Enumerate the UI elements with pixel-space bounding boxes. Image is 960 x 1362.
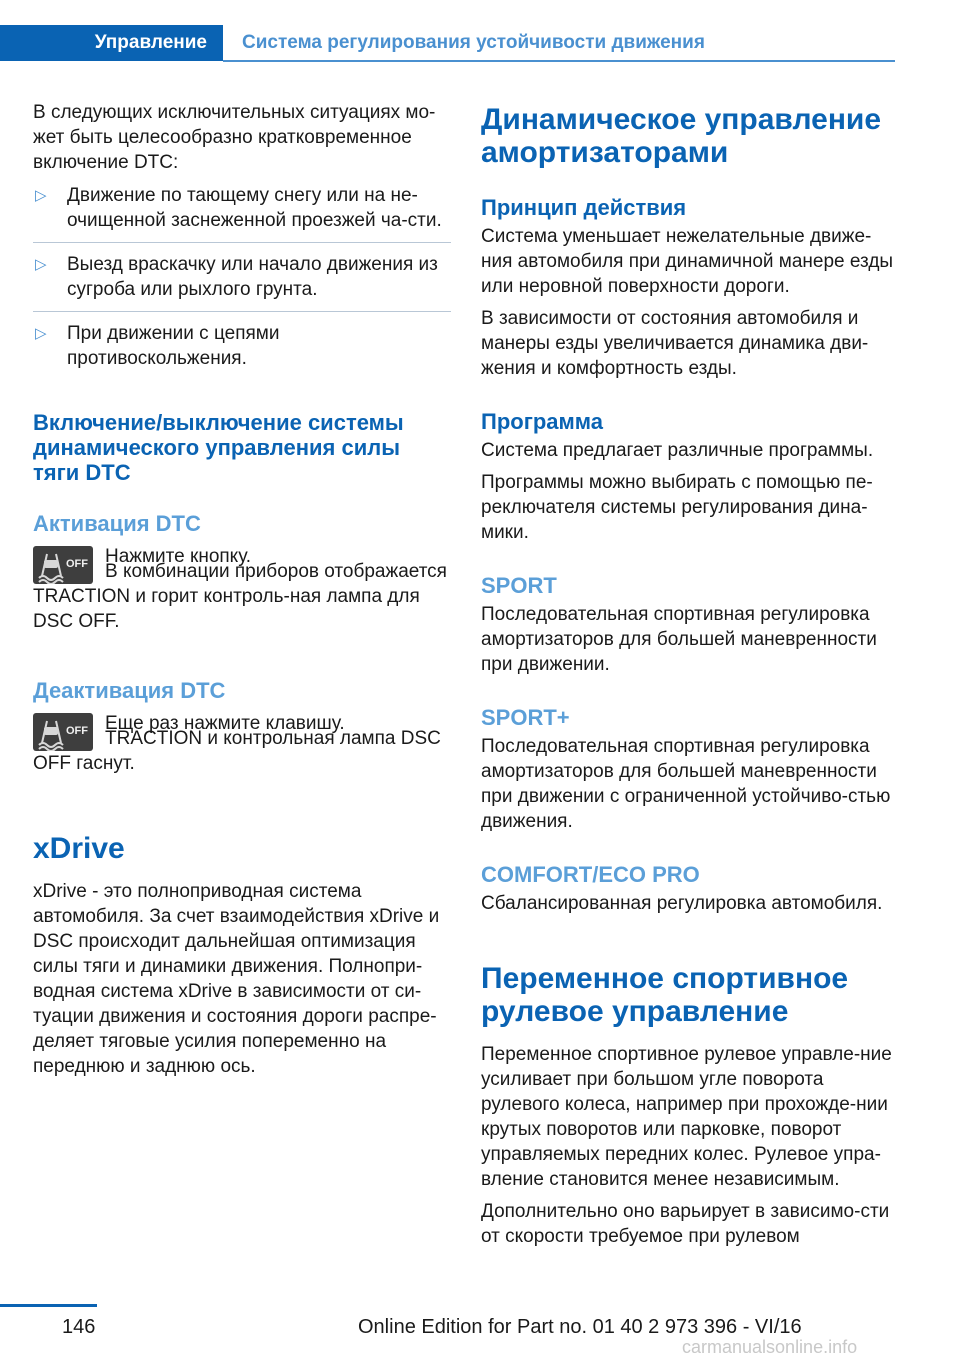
deactivation-step-2: TRACTION и контрольная лампа DSC OFF гаснут. <box>33 728 441 774</box>
activation-heading: Активация DTC <box>33 511 201 536</box>
deactivation-heading: Деактивация DTC <box>33 678 226 703</box>
principle-paragraph-2: В зависимости от состояния автомобиля и манеры езды увеличивается динамика дви-жения и комфортность езды. <box>481 308 869 379</box>
steering-paragraph-1: Переменное спортивное рулевое управле-ние усиливает при большом угле поворота рулевого колеса, например при прохожде-нии крутых поворотов или парковке, поворот управляемых передних колес. Рулевое упра-вление становится менее независимым. <box>481 1044 892 1190</box>
triangle-bullet-icon: ▷ <box>35 187 47 204</box>
right-column <box>481 100 901 1249</box>
header-section-tab: Управление <box>0 25 223 61</box>
triangle-bullet-icon: ▷ <box>35 325 47 342</box>
program-paragraph-1: Система предлагает различные программы. <box>481 440 874 461</box>
button-off-label: OFF <box>66 725 88 737</box>
deactivation-step <box>33 711 451 751</box>
activation-step-1: Нажмите кнопку. <box>105 546 252 567</box>
sport-heading: SPORT <box>481 573 557 598</box>
situation-list <box>33 183 451 380</box>
watermark: carmanualsonline.info <box>682 1337 858 1357</box>
button-off-label: OFF <box>66 558 88 570</box>
dtc-off-button-icon <box>33 546 93 584</box>
page-number: 146 <box>62 1316 96 1338</box>
header-rule <box>223 60 895 62</box>
intro-paragraph: В следующих исключительных ситуациях мо-жет быть целесообразно кратковременное включение DTC: <box>33 102 436 173</box>
sportplus-paragraph: Последовательная спортивная регулировка амортизаторов для большей маневренности при движении с ограниченной устойчиво-стью движения. <box>481 736 891 832</box>
sportplus-heading: SPORT+ <box>481 705 570 730</box>
page-header <box>0 25 960 61</box>
xdrive-paragraph: xDrive - это полноприводная система автомобиля. За счет взаимодействия xDrive и DSC происходит дальнейшая оптимизация силы тяги и динамики движения. Полнопри-водная система xDrive в зависимости от си-туации движения и состояния дороги распре-деляет тяговые усилия попеременно на переднюю и заднюю ось. <box>33 881 440 1077</box>
edition-note: Online Edition for Part no. 01 40 2 973 396 - VI/16 <box>358 1316 802 1338</box>
activation-step <box>33 544 451 584</box>
sport-paragraph: Последовательная спортивная регулировка амортизаторов для большей маневренности при движении. <box>481 604 877 675</box>
deactivation-step-1: Еще раз нажмите клавишу. <box>105 713 345 734</box>
xdrive-heading: xDrive <box>33 832 125 865</box>
dtc-section-heading: Включение/выключение системы динамического управления силы тяги DTC <box>33 410 404 485</box>
activation-step-2: В комбинации приборов отображается TRACTION и горит контроль-ная лампа для DSC OFF. <box>33 561 447 632</box>
triangle-bullet-icon: ▷ <box>35 256 47 273</box>
comfort-heading: COMFORT/ECO PRO <box>481 862 700 887</box>
principle-heading: Принцип действия <box>481 195 687 220</box>
list-item: ▷ Выезд враскачку или начало движения из сугроба или рыхлого грунта. <box>33 252 451 312</box>
steering-heading: Переменное спортивное рулевое управление <box>481 962 849 1028</box>
principle-paragraph-1: Система уменьшает нежелательные движе-ния автомобиля при динамичной манере езды или неровной поверхности дороги. <box>481 226 894 297</box>
damping-heading: Динамическое управление амортизаторами <box>481 103 882 169</box>
list-item: ▷ При движении с цепями противоскольжения. <box>35 323 280 369</box>
steering-paragraph-2: Дополнительно оно варьирует в зависимо-сти от скорости требуемое при рулевом <box>481 1201 890 1247</box>
program-heading: Программа <box>481 409 604 434</box>
header-chapter-title: Система регулирования устойчивости движения <box>242 32 705 53</box>
program-paragraph-2: Программы можно выбирать с помощью пе-реключателя системы регулирования дина-мики. <box>481 472 873 543</box>
dtc-off-button-icon <box>33 713 93 751</box>
left-column <box>33 100 451 1079</box>
footer-rule <box>0 1304 97 1307</box>
list-item: ▷ Движение по тающему снегу или на не-очищенной заснеженной проезжей ча-сти. <box>33 183 451 243</box>
comfort-paragraph: Сбалансированная регулировка автомобиля. <box>481 893 883 914</box>
